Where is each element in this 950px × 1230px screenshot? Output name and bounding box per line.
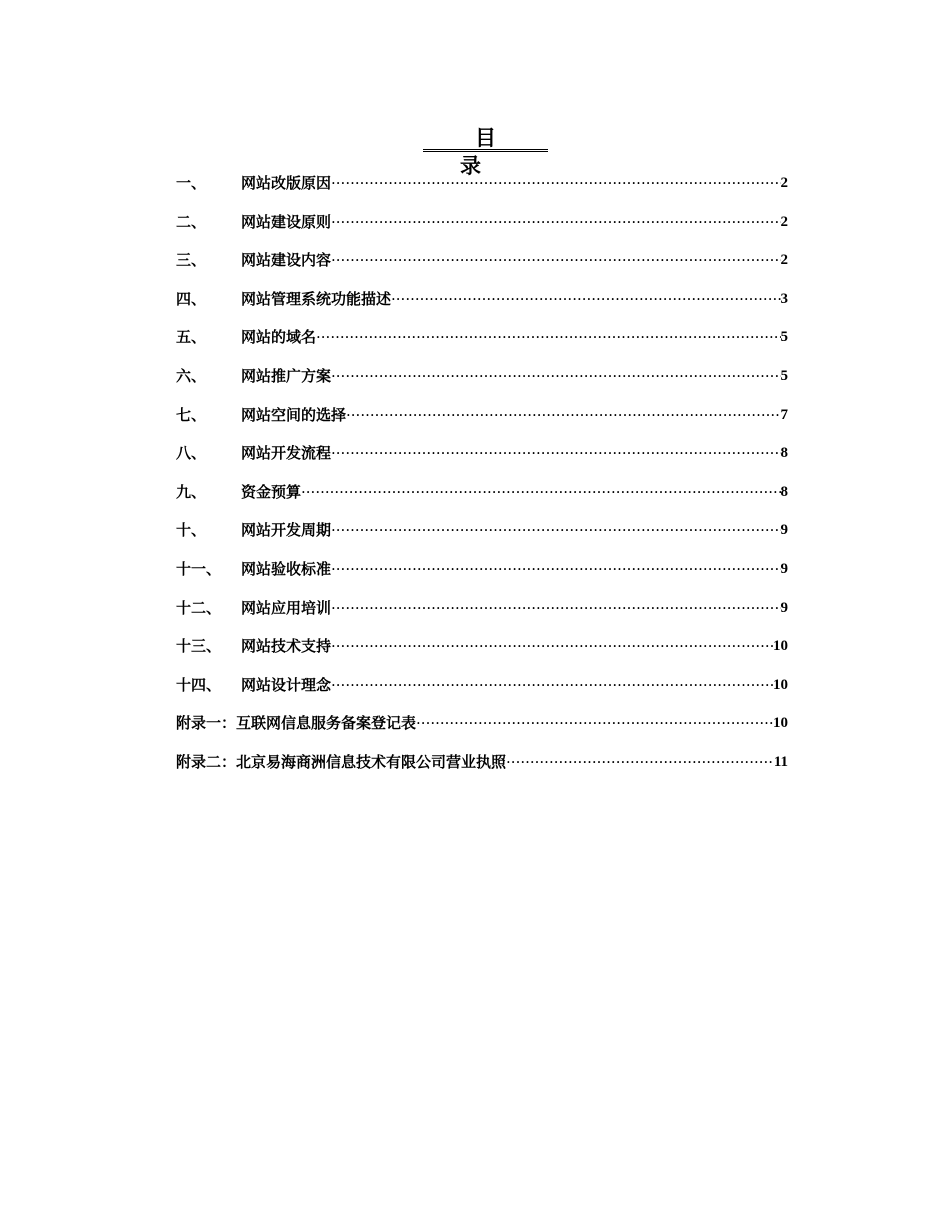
toc-dot-leader <box>301 473 780 512</box>
toc-entry-number: 三、 <box>176 251 207 270</box>
toc-entry-number: 八、 <box>176 444 207 463</box>
toc-entry-title: 网站开发周期 <box>241 521 332 540</box>
toc-entry-title: 网站推广方案 <box>241 366 332 385</box>
toc-entry-title: 网站改版原因 <box>241 174 332 192</box>
toc-entry-title: 网站验收标准 <box>241 559 332 578</box>
toc-entry[interactable] <box>176 396 788 435</box>
toc-entry[interactable] <box>176 550 788 589</box>
toc-entry[interactable] <box>176 666 788 705</box>
toc-entry[interactable] <box>176 280 788 319</box>
toc-dot-leader <box>331 550 780 589</box>
toc-entry-title: 网站空间的选择 <box>241 405 347 424</box>
toc-entry-page: 7 <box>780 406 788 423</box>
toc-entry-title: 网站开发流程 <box>241 444 332 463</box>
toc-dot-leader <box>331 589 780 628</box>
toc-entry-page: 8 <box>780 483 788 500</box>
toc-entry-number: 十、 <box>176 521 207 540</box>
toc-entry-title: 资金预算 <box>241 482 302 501</box>
toc-entry-title: 网站建设原则 <box>241 212 332 231</box>
toc-appendix-number: 附录一： <box>176 714 237 733</box>
toc-dot-leader <box>331 164 780 203</box>
toc-dot-leader <box>331 434 780 473</box>
toc-entry-number: 十三、 <box>176 637 222 656</box>
toc-entry[interactable] <box>176 434 788 473</box>
toc-entry[interactable] <box>176 473 788 512</box>
toc-entry-number: 五、 <box>176 328 207 347</box>
toc-entry-title: 网站建设内容 <box>241 251 332 270</box>
toc-entry-number: 六、 <box>176 366 207 385</box>
toc-entry-page: 2 <box>780 175 788 191</box>
toc-entry-number: 九、 <box>176 482 207 501</box>
toc-entry-number: 七、 <box>176 405 207 424</box>
toc-dot-leader <box>316 318 780 357</box>
toc-appendix-title: 北京易海商洲信息技术有限公司营业执照 <box>236 752 507 771</box>
toc-appendix-page: 10 <box>773 715 788 732</box>
toc-dot-leader <box>506 743 774 782</box>
toc-entry-page: 10 <box>773 676 788 693</box>
toc-entry[interactable] <box>176 357 788 396</box>
toc-entry-page: 9 <box>780 522 788 539</box>
toc-entry-title: 网站设计理念 <box>241 675 332 694</box>
toc-entry-page: 5 <box>780 367 788 384</box>
toc-entry-page: 2 <box>780 213 788 230</box>
toc-entry-page: 5 <box>780 329 788 346</box>
toc-dot-leader <box>331 627 773 666</box>
toc-entry[interactable] <box>176 511 788 550</box>
toc-list <box>176 164 788 782</box>
toc-title: 目 录 <box>423 124 548 152</box>
toc-entry[interactable] <box>176 589 788 628</box>
toc-entry-number: 十四、 <box>176 675 222 694</box>
toc-entry-number: 四、 <box>176 289 207 308</box>
toc-dot-leader <box>346 396 780 435</box>
toc-entry-title: 网站技术支持 <box>241 637 332 656</box>
toc-entry-page: 9 <box>780 599 788 616</box>
toc-appendix-entry[interactable] <box>176 743 788 782</box>
toc-entry-number: 十二、 <box>176 598 222 617</box>
toc-entry[interactable] <box>176 318 788 357</box>
toc-dot-leader <box>391 280 780 319</box>
toc-appendix-title: 互联网信息服务备案登记表 <box>236 714 417 733</box>
toc-entry-number: 一、 <box>176 174 207 192</box>
toc-entry-page: 8 <box>780 445 788 462</box>
toc-entry-number: 二、 <box>176 212 207 231</box>
toc-dot-leader <box>331 241 780 280</box>
toc-entry[interactable] <box>176 203 788 242</box>
toc-dot-leader <box>331 511 780 550</box>
toc-entry[interactable] <box>176 164 788 203</box>
toc-dot-leader <box>331 666 773 705</box>
toc-dot-leader <box>331 357 780 396</box>
toc-entry[interactable] <box>176 241 788 280</box>
toc-entry-page: 9 <box>780 560 788 577</box>
toc-appendix-entry[interactable] <box>176 704 788 743</box>
toc-dot-leader <box>416 704 773 743</box>
toc-entry-page: 2 <box>780 252 788 269</box>
toc-entry-title: 网站应用培训 <box>241 598 332 617</box>
toc-entry[interactable] <box>176 627 788 666</box>
toc-entry-number: 十一、 <box>176 559 222 578</box>
toc-entry-page: 10 <box>773 638 788 655</box>
toc-entry-title: 网站的域名 <box>241 328 317 347</box>
toc-appendix-number: 附录二： <box>176 752 237 771</box>
toc-entry-title: 网站管理系统功能描述 <box>241 289 392 308</box>
toc-appendix-page: 11 <box>773 753 788 770</box>
toc-dot-leader <box>331 203 780 242</box>
toc-entry-page: 3 <box>780 290 788 307</box>
